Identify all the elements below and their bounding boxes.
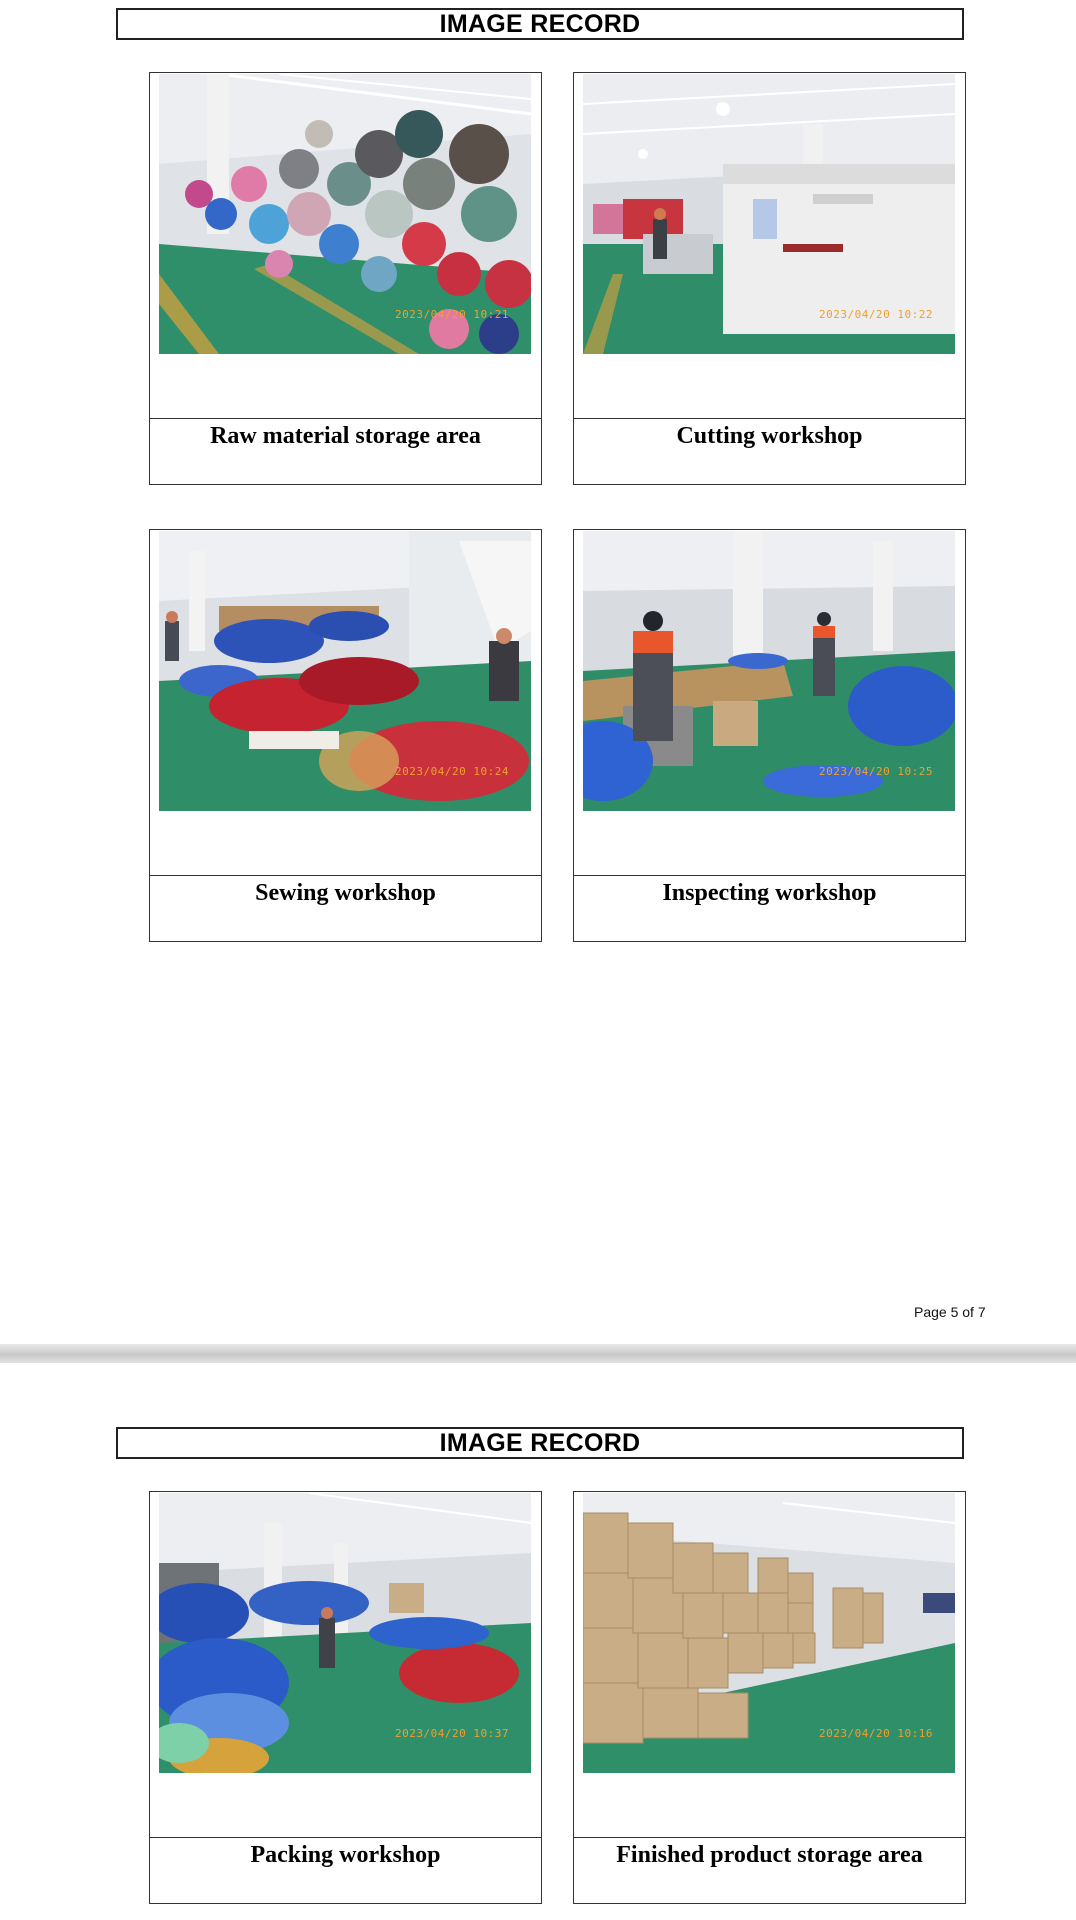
- photo-timestamp: 2023/04/20 10:22: [819, 308, 933, 321]
- photo-caption: Raw material storage area: [210, 422, 481, 449]
- page-separator: [0, 1344, 1076, 1363]
- photo-cell-packing: [149, 1491, 542, 1904]
- image-record-header: IMAGE RECORD: [116, 1427, 964, 1459]
- photo-inspecting-workshop: [583, 531, 955, 811]
- photo-packing-workshop: [159, 1493, 531, 1773]
- photo-sewing-workshop: [159, 531, 531, 811]
- photo-cell-cutting: [573, 72, 966, 485]
- image-record-header: IMAGE RECORD: [116, 8, 964, 40]
- page-number: Page 5 of 7: [914, 1304, 986, 1320]
- photo-cell-sewing: [149, 529, 542, 942]
- photo-caption: Sewing workshop: [255, 879, 436, 906]
- document-page-6: [0, 1363, 1076, 1920]
- photo-timestamp: 2023/04/20 10:37: [395, 1727, 509, 1740]
- photo-timestamp: 2023/04/20 10:24: [395, 765, 509, 778]
- photo-caption: Cutting workshop: [676, 422, 863, 449]
- photo-timestamp: 2023/04/20 10:21: [395, 308, 509, 321]
- photo-cell-finished-product: [573, 1491, 966, 1904]
- photo-cell-raw-material: [149, 72, 542, 485]
- photo-caption: Finished product storage area: [616, 1841, 923, 1868]
- photo-timestamp: 2023/04/20 10:25: [819, 765, 933, 778]
- photo-caption: Packing workshop: [250, 1841, 441, 1868]
- photo-finished-product-storage: [583, 1493, 955, 1773]
- photo-timestamp: 2023/04/20 10:16: [819, 1727, 933, 1740]
- photo-caption: Inspecting workshop: [662, 879, 877, 906]
- photo-raw-material-storage: [159, 74, 531, 354]
- photo-cutting-workshop: [583, 74, 955, 354]
- photo-cell-inspecting: [573, 529, 966, 942]
